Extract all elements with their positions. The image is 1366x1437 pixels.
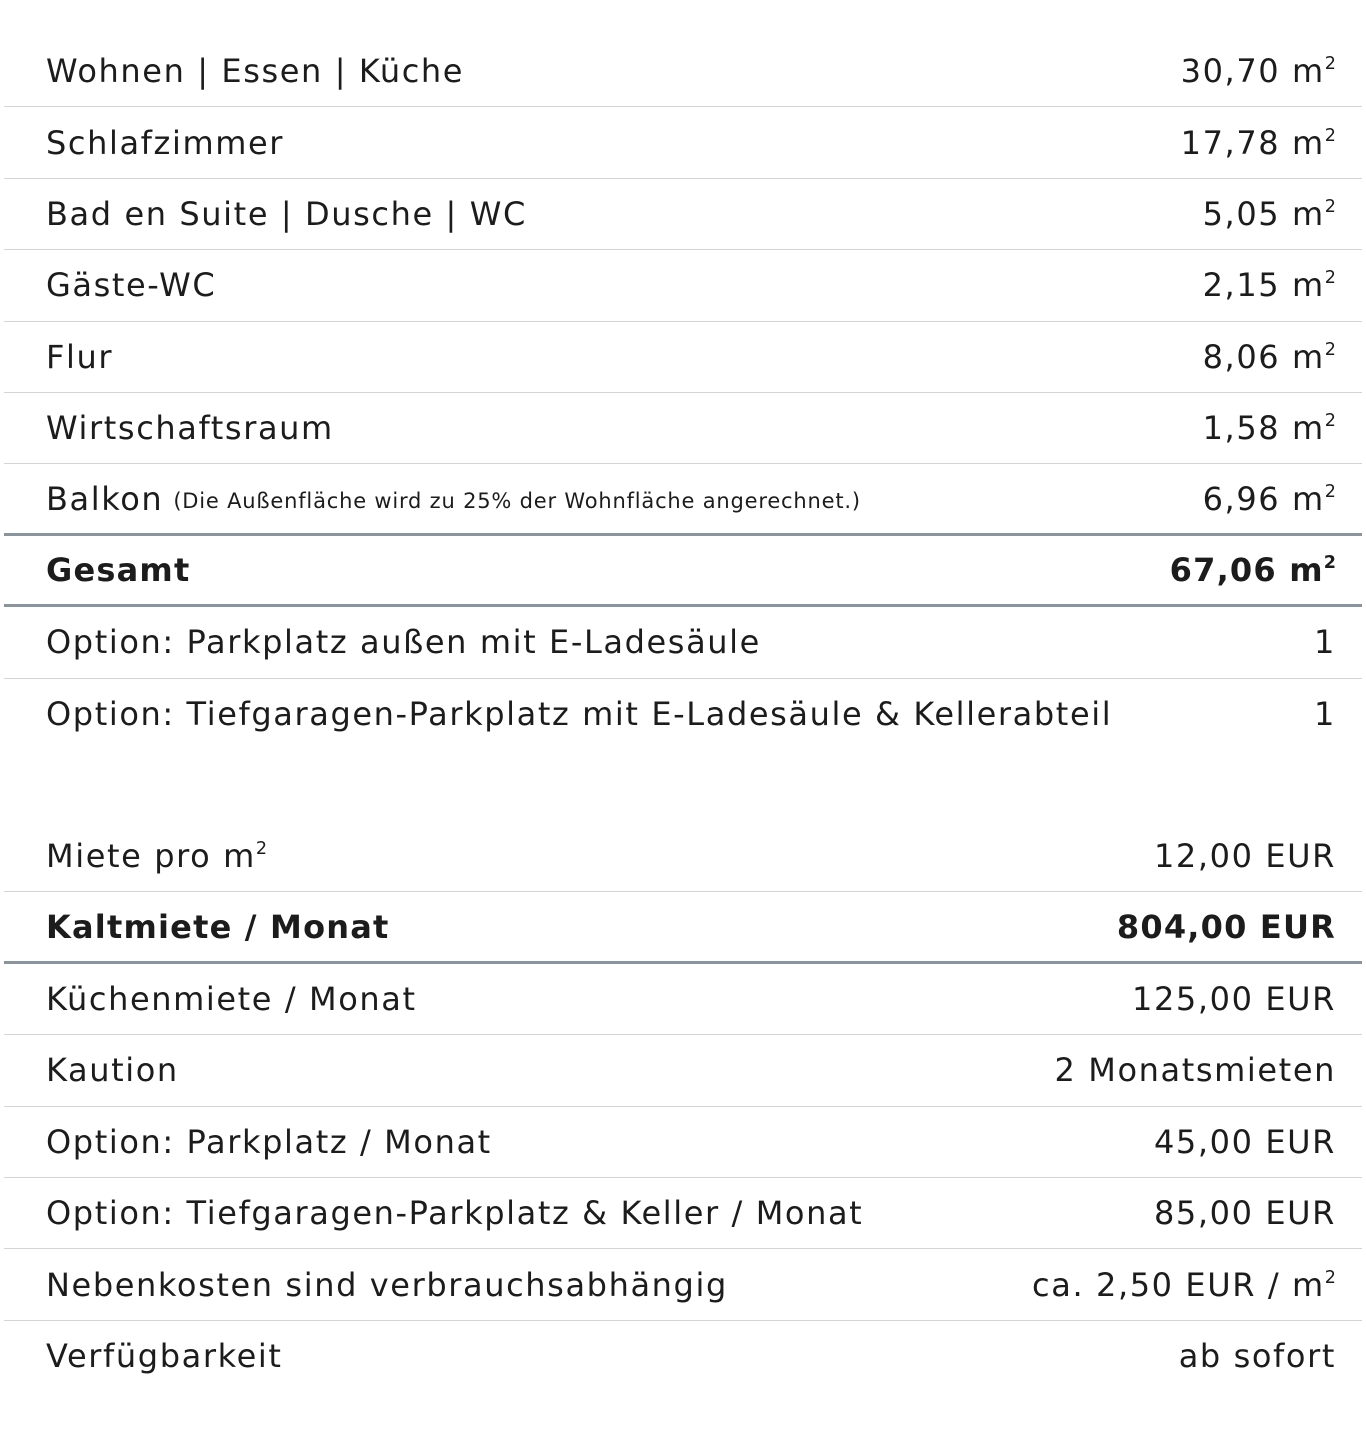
area-table — [4, 36, 1362, 750]
cost-row-tiefgarage — [4, 1178, 1362, 1249]
area-value: 30,70 $m^2$ — [1180, 52, 1336, 91]
area-row-flur — [4, 322, 1362, 393]
area-value: 6,96 $m^2$ — [1202, 479, 1336, 518]
balkon-note: (Die Außenfläche wird zu 25% der Wohnfläche angerechnet.) — [173, 488, 861, 513]
area-label: Wirtschaftsraum — [46, 409, 334, 448]
area-row-bad — [4, 179, 1362, 250]
cost-row-nebenkosten — [4, 1249, 1362, 1320]
total-label: Gesamt — [46, 550, 191, 589]
cost-value: ca. 2,50 EUR / $m^2$ — [1032, 1265, 1336, 1304]
cost-label: Option: Parkplatz / Monat — [46, 1122, 492, 1161]
option-value: 1 — [1314, 695, 1336, 734]
area-value: 1,58 $m^2$ — [1202, 409, 1336, 448]
area-total-row — [4, 536, 1362, 607]
area-value: 5,05 $m^2$ — [1202, 194, 1336, 233]
area-label: Balkon (Die Außenfläche wird zu 25% der Wohnfläche angerechnet.) — [46, 479, 861, 518]
cost-value: ab sofort — [1178, 1337, 1336, 1376]
option-row-tiefgarage — [4, 679, 1362, 750]
cost-label: Küchenmiete / Monat — [46, 979, 417, 1018]
cost-value: 12,00 EUR — [1153, 837, 1336, 876]
cost-label: Option: Tiefgaragen-Parkplatz & Keller / Monat — [46, 1194, 864, 1233]
cost-row-verfuegbarkeit — [4, 1321, 1362, 1392]
cost-row-miete-pro-qm — [4, 821, 1362, 892]
kaltmiete-label: Kaltmiete / Monat — [46, 907, 390, 946]
cost-table — [4, 821, 1362, 1392]
kaltmiete-value: 804,00 EUR — [1116, 907, 1336, 946]
area-row-wohnen — [4, 36, 1362, 107]
cost-label: Kaution — [46, 1051, 179, 1090]
option-label: Option: Tiefgaragen-Parkplatz mit E-Ladesäule & Kellerabteil — [46, 695, 1113, 734]
cost-row-kuechenmiete — [4, 964, 1362, 1035]
cost-row-kaution — [4, 1035, 1362, 1106]
cost-label: Verfügbarkeit — [46, 1337, 283, 1376]
area-label: Gäste-WC — [46, 266, 217, 305]
total-value: 67,06 $m^2$ — [1169, 550, 1336, 589]
area-row-schlafzimmer — [4, 107, 1362, 178]
area-row-gaeste-wc — [4, 250, 1362, 321]
cost-value: 2 Monatsmieten — [1054, 1051, 1336, 1090]
area-label: Schlafzimmer — [46, 123, 285, 162]
area-label: Bad en Suite | Dusche | WC — [46, 194, 527, 233]
option-label: Option: Parkplatz außen mit E-Ladesäule — [46, 623, 761, 662]
cost-value: 125,00 EUR — [1131, 979, 1336, 1018]
option-row-parkplatz — [4, 607, 1362, 678]
cost-value: 85,00 EUR — [1153, 1194, 1336, 1233]
area-value: 17,78 $m^2$ — [1180, 123, 1336, 162]
cost-row-kaltmiete — [4, 892, 1362, 963]
area-row-balkon — [4, 464, 1362, 535]
area-value: 2,15 $m^2$ — [1202, 266, 1336, 305]
cost-value: 45,00 EUR — [1153, 1122, 1336, 1161]
area-label: Wohnen | Essen | Küche — [46, 52, 465, 91]
option-value: 1 — [1314, 623, 1336, 662]
area-row-wirtschaftsraum — [4, 393, 1362, 464]
cost-label: Miete pro $m^2$ — [46, 837, 268, 876]
cost-label: Nebenkosten sind verbrauchsabhängig — [46, 1265, 728, 1304]
cost-row-parkplatz — [4, 1107, 1362, 1178]
area-value: 8,06 $m^2$ — [1202, 337, 1336, 376]
area-label: Flur — [46, 337, 114, 376]
